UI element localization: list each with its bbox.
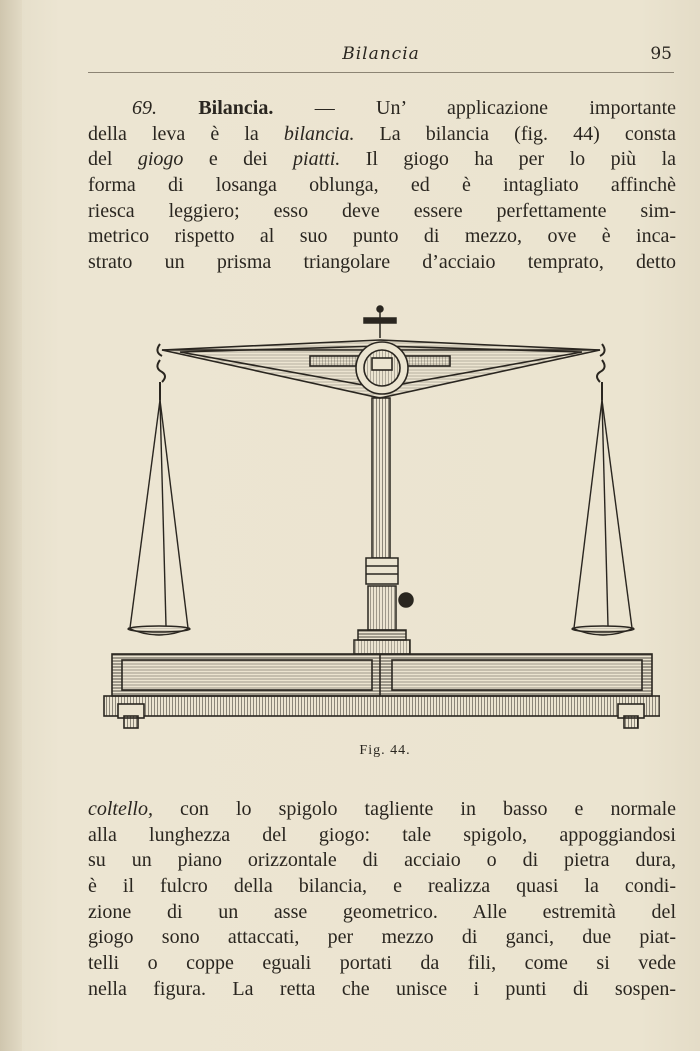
- right-hook: [597, 344, 605, 400]
- emphasis: bilancia.: [283, 122, 355, 145]
- paragraph-bottom: [88, 797, 676, 1003]
- text-line: della leva è la bilancia. La bilancia (fig. 44) consta: [88, 122, 676, 145]
- section-heading: Bilancia.: [198, 97, 274, 119]
- column: [354, 398, 413, 654]
- text-line: è il fulcro della bilancia, e realizza quasi la condi-: [88, 875, 676, 898]
- text-line: su un piano orizzontale di acciaio o di pietra dura,: [88, 849, 676, 872]
- page-header: [88, 40, 674, 73]
- page-gutter: [0, 0, 22, 1051]
- emphasis: piatti.: [293, 148, 341, 171]
- text-line: strato un prisma triangolare d’acciaio temprato, detto: [88, 251, 676, 274]
- pivot: [356, 342, 408, 394]
- text-line: del giogo e dei piatti. Il giogo ha per lo più la: [88, 148, 677, 171]
- adjustment-knob: [364, 306, 396, 338]
- left-pan: [128, 400, 190, 635]
- text-line: metrico rispetto al suo punto di mezzo, ove è inca-: [88, 225, 676, 248]
- running-title: Bilancia: [342, 44, 420, 64]
- page-number: 95: [650, 44, 672, 64]
- paragraph-top: [88, 96, 676, 276]
- text-line: giogo sono attaccati, per mezzo di ganci, due piat-: [88, 926, 676, 949]
- text-line: alla lunghezza del giogo: tale spigolo, appoggiandosi: [88, 823, 676, 846]
- text-line: telli o coppe eguali portati da fili, come si vede: [88, 952, 676, 975]
- section-number: 69.: [132, 97, 157, 119]
- base: [104, 654, 660, 728]
- text-line: nella figura. La retta che unisce i punti di sospen-: [88, 977, 676, 1000]
- text-line: coltello, con lo spigolo tagliente in basso e normale: [88, 798, 676, 820]
- emphasis: giogo: [137, 148, 184, 171]
- emphasis: coltello,: [88, 798, 153, 820]
- figure-caption: Fig. 44.: [359, 743, 411, 758]
- text-line: riesca leggiero; esso deve essere perfettamente sim-: [88, 199, 676, 222]
- balance-scale-illustration: [100, 300, 660, 735]
- text-line: forma di losanga oblunga, ed è intagliato affinchè: [88, 174, 676, 197]
- left-hook: [157, 344, 165, 400]
- text-line: 69. Bilancia. — Un’ applicazione importante: [132, 97, 676, 119]
- text-line: zione di un asse geometrico. Alle estremità del: [88, 900, 676, 923]
- right-pan: [572, 400, 634, 635]
